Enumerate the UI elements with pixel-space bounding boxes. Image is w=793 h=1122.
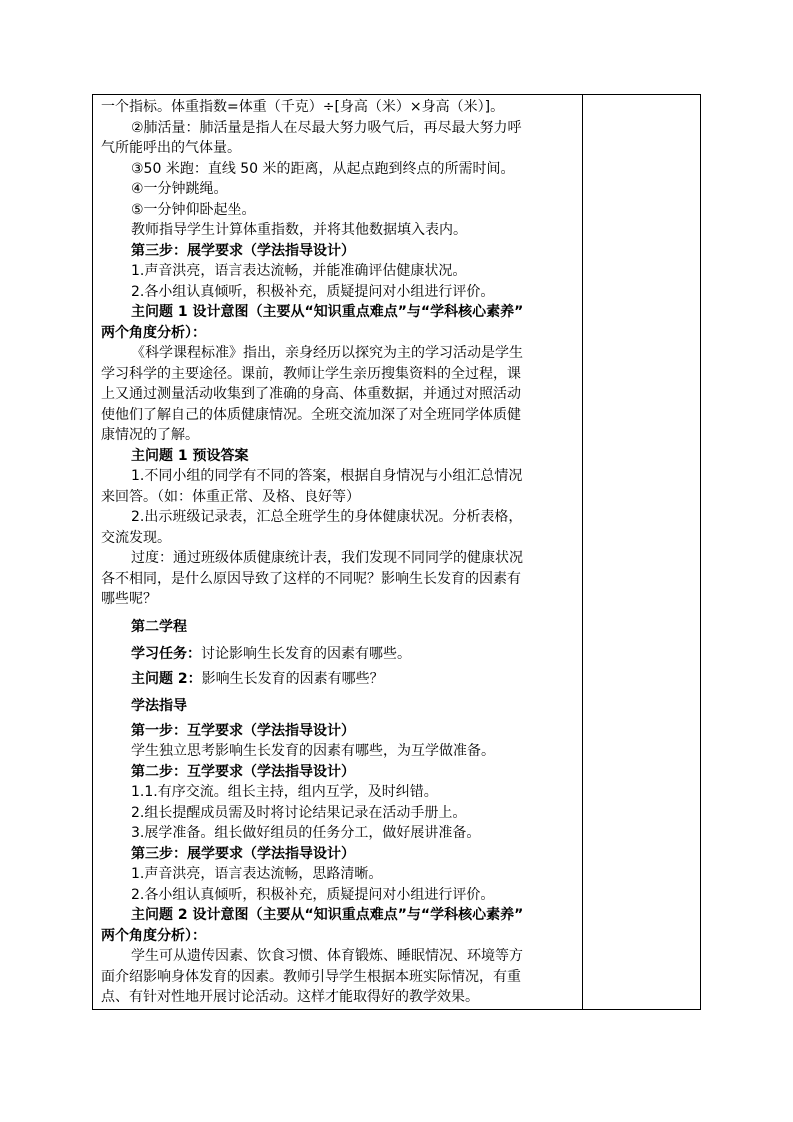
text-line: 第二步：互学要求（学法指导设计）: [131, 763, 355, 780]
text-line: 2.出示班级记录表，汇总全班学生的身体健康状况。分析表格，: [131, 509, 523, 525]
text-line: 两个角度分析）：: [101, 927, 206, 944]
text-line: 第一步：互学要求（学法指导设计）: [131, 722, 355, 739]
text-line: 哪些呢？: [101, 591, 157, 607]
learning-task-label: 学习任务：: [131, 646, 201, 662]
text-line: 上又通过测量活动收集到了准确的身高、体重数据，并通过对照活动: [101, 386, 521, 402]
text-line: 各不相同，是什么原因导致了这样的不同呢？影响生长发育的因素有: [101, 570, 521, 587]
main-question-2-line: [101, 669, 579, 690]
text-line: 2.各小组认真倾听，积极补充，质疑提问对小组进行评价。: [131, 886, 495, 903]
text-line: 学生独立思考影响生长发育的因素有哪些，为互学做准备。: [131, 743, 495, 759]
text-line: 气所能呼出的气体量。: [101, 140, 241, 156]
text-line: 学习科学的主要途径。课前，教师让学生亲历搜集资料的全过程，课: [101, 365, 521, 382]
main-question-2-text: 影响生长发育的因素有哪些？: [201, 670, 384, 687]
text-line: ②肺活量：肺活量是指人在尽最大努力吸气后，再尽最大努力呼: [131, 119, 522, 136]
text-line: ④一分钟跳绳。: [131, 181, 228, 197]
section-heading-second-process: 第二学程: [131, 618, 187, 635]
text-line: 第三步：展学要求（学法指导设计）: [131, 845, 355, 862]
text-line: 2.组长提醒成员需及时将讨论结果记录在活动手册上。: [131, 804, 467, 821]
text-line: ③50 米跑：直线 50 米的距离，从起点跑到终点的所需时间。: [131, 160, 515, 177]
text-line: 3.展学准备。组长做好组员的任务分工，做好展讲准备。: [131, 825, 481, 841]
content-block-first-process: [101, 97, 579, 610]
learning-task-text: 讨论影响生长发育的因素有哪些。: [201, 646, 411, 662]
text-line: 《科学课程标准》指出，亲身经历以探究为主的学习活动是学生: [131, 345, 523, 361]
text-line: 一个指标。体重指数=体重（千克）÷[身高（米）×身高（米）]。: [101, 99, 505, 115]
text-line: 两个角度分析）：: [101, 324, 206, 341]
main-question-2-label: 主问题 2：: [131, 670, 202, 687]
text-line: 面介绍影响身体发育的因素。教师引导学生根据本班实际情况，有重: [101, 968, 521, 985]
text-line: 1.不同小组的同学有不同的答案，根据自身情况与小组汇总情况: [131, 468, 523, 484]
lesson-content-cell: [101, 97, 579, 1008]
text-line: 1.1.有序交流。组长主持，组内互学，及时纠错。: [131, 784, 438, 800]
table-column-divider: [582, 94, 583, 1010]
text-line: 第三步：展学要求（学法指导设计）: [131, 242, 355, 259]
text-line: ⑤一分钟仰卧起坐。: [131, 201, 256, 218]
text-line: 交流发现。: [101, 529, 171, 546]
text-line: 使他们了解自己的体质健康情况。全班交流加深了对全班同学体质健: [101, 406, 521, 423]
text-line: 过度：通过班级体质健康统计表，我们发现不同同学的健康状况: [131, 550, 523, 566]
text-line: 主问题 1 预设答案: [131, 447, 249, 464]
text-line: 1.声音洪亮，语言表达流畅，并能准确评估健康状况。: [131, 263, 467, 279]
section-heading-study-guide: 学法指导: [131, 698, 187, 714]
text-line: 主问题 1 设计意图（主要从“知识重点难点”与“学科核心素养”: [131, 304, 524, 320]
learning-task-line: [101, 644, 579, 665]
text-line: 1.声音洪亮，语言表达流畅，思路清晰。: [131, 866, 383, 882]
text-line: 主问题 2 设计意图（主要从“知识重点难点”与“学科核心素养”: [131, 907, 524, 923]
text-line: 康情况的了解。: [101, 427, 199, 443]
content-block-second-process: [101, 721, 579, 1008]
text-line: 来回答。（如：体重正常、及格、良好等）: [101, 488, 360, 505]
text-line: 2.各小组认真倾听，积极补充，质疑提问对小组进行评价。: [131, 283, 495, 300]
text-line: 学生可从遗传因素、饮食习惯、体育锻炼、睡眠情况、环境等方: [131, 948, 523, 964]
text-line: 教师指导学生计算体重指数，并将其他数据填入表内。: [131, 222, 467, 238]
text-line: 点、有针对性地开展讨论活动。这样才能取得好的教学效果。: [101, 989, 479, 1005]
